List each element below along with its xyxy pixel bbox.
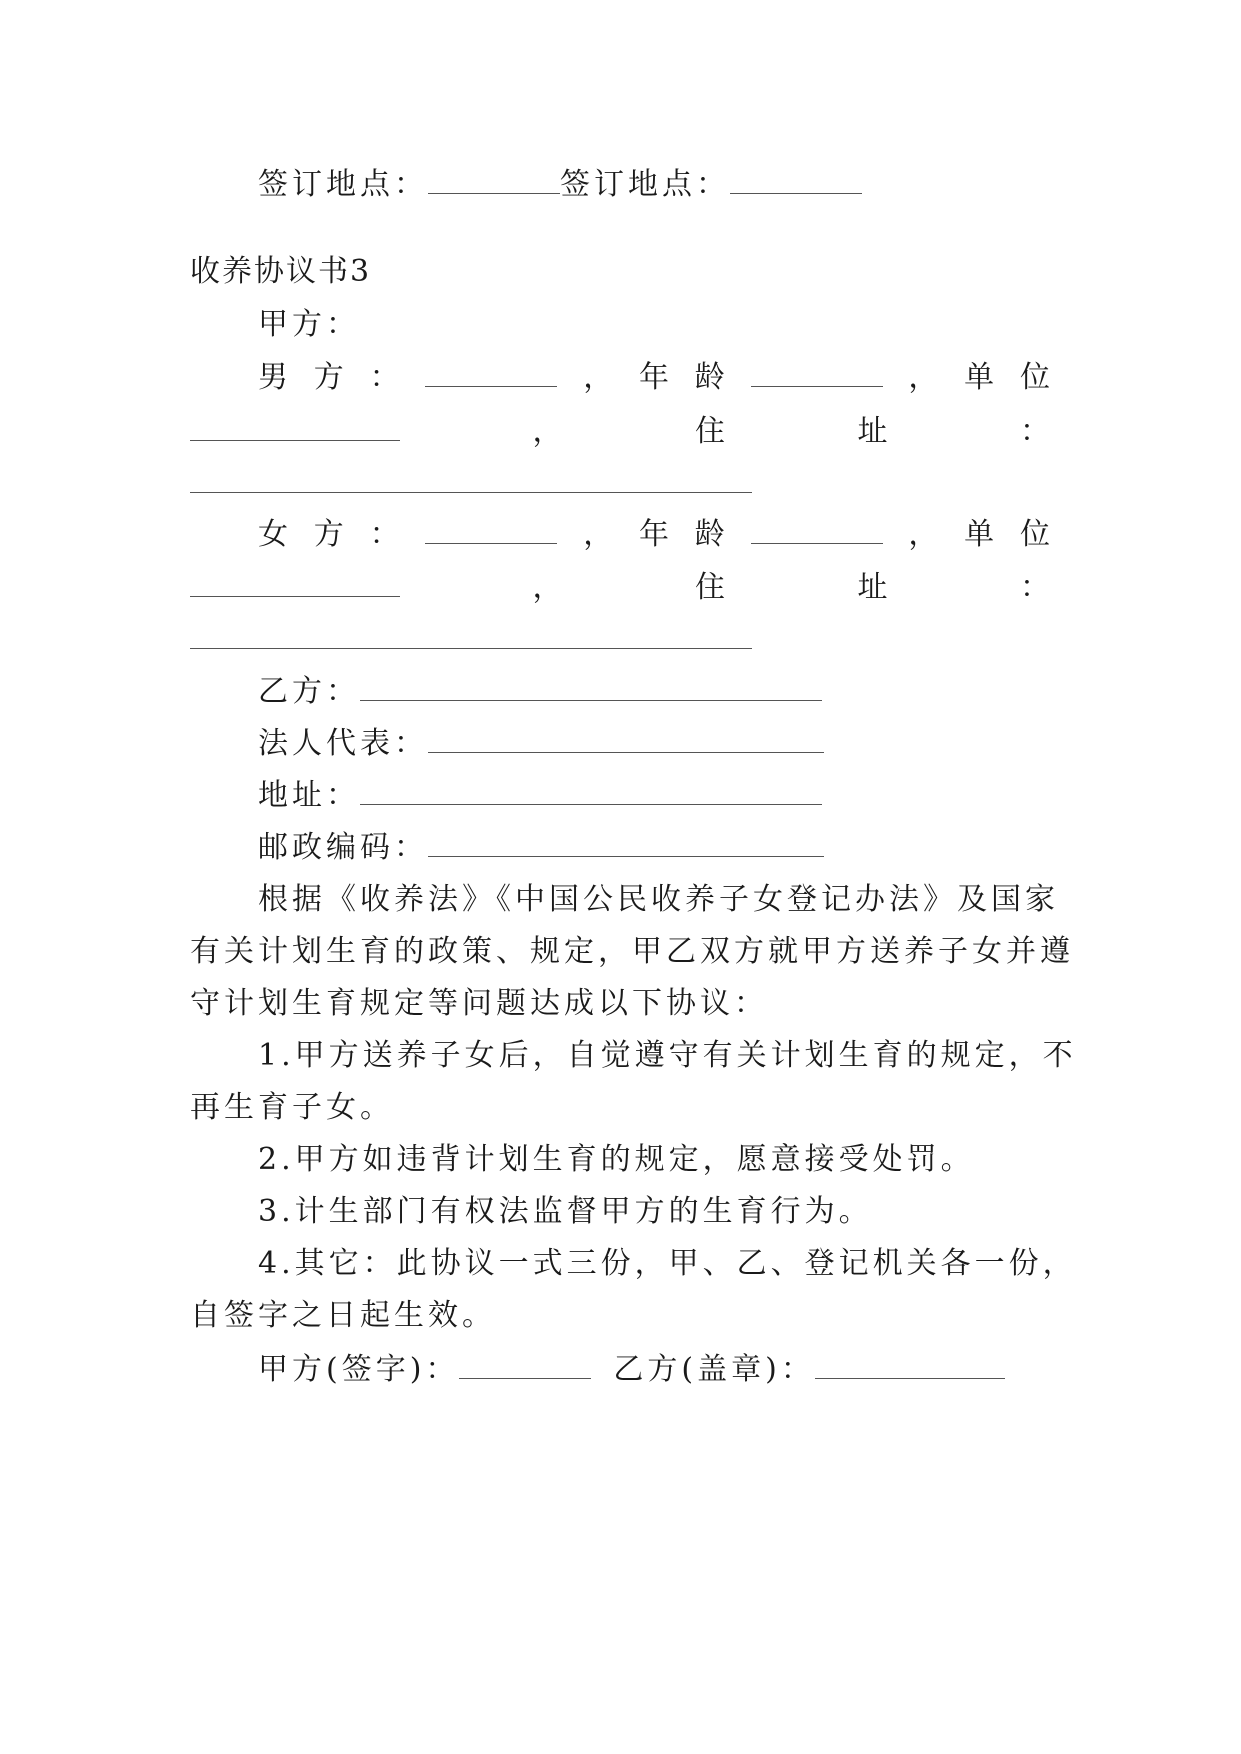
legal-rep-blank[interactable] (428, 726, 824, 753)
separator: ， (583, 360, 614, 395)
female-age-char: 龄 (694, 517, 725, 552)
male-label-char: 男 (258, 360, 288, 395)
address-label: 地址： (258, 778, 360, 813)
party-b-blank[interactable] (360, 674, 822, 701)
clause-3: 3.计生部门有权法监督甲方的生育行为。 (258, 1194, 873, 1229)
postcode-label: 邮政编码： (258, 830, 428, 865)
male-name-blank[interactable] (425, 360, 557, 387)
female-label-char: 女 (258, 517, 288, 552)
paragraph-line: 有关计划生育的政策、规定，甲乙双方就甲方送养子女并遵 (190, 934, 1074, 969)
sign-a-label: 甲方(签字)： (258, 1352, 460, 1387)
address-line (258, 776, 1050, 816)
signature-line (258, 1350, 1050, 1390)
female-address-blank-line (190, 620, 1050, 660)
party-b-line (258, 672, 1050, 712)
separator: ， (532, 414, 563, 449)
female-label-char: 方 (313, 517, 344, 552)
separator: ， (532, 570, 563, 605)
female-address-char: 址 (857, 570, 888, 605)
sign-b-blank[interactable] (815, 1352, 1005, 1379)
male-unit-char: 单 (964, 360, 995, 395)
clause-2: 2.甲方如违背计划生育的规定，愿意接受处罚。 (258, 1142, 975, 1177)
female-address-char: ： (1020, 570, 1050, 605)
separator: ， (908, 517, 939, 552)
male-info-line (258, 358, 1050, 398)
female-address-line (190, 568, 1050, 608)
signing-place-blank[interactable] (428, 167, 560, 194)
clause-1-line: 1.甲方送养子女后，自觉遵守有关计划生育的规定，不 (258, 1038, 1077, 1073)
sign-a-blank[interactable] (459, 1352, 591, 1379)
paragraph-line: 守计划生育规定等问题达成以下协议： (190, 986, 768, 1021)
party-a-label: 甲方： (258, 307, 360, 342)
male-label-char: ： (369, 360, 400, 395)
signing-place-label: 签订地点： (258, 167, 428, 202)
male-address-blank-line (190, 464, 1050, 504)
postcode-line (258, 828, 1050, 868)
signing-place-blank[interactable] (730, 167, 862, 194)
male-address-char: 址 (857, 414, 888, 449)
male-age-char: 龄 (694, 360, 725, 395)
document-title: 收养协议书3 (190, 254, 372, 289)
male-unit-char: 位 (1019, 360, 1050, 395)
male-address-char: 住 (695, 414, 725, 449)
clause-4-line: 4.其它：此协议一式三份，甲、乙、登记机关各一份， (258, 1246, 1077, 1281)
female-unit-blank[interactable] (190, 570, 400, 597)
male-age-blank[interactable] (751, 360, 883, 387)
male-label-char: 方 (313, 360, 344, 395)
female-unit-char: 位 (1019, 517, 1050, 552)
clause-1-line: 再生育子女。 (190, 1090, 394, 1125)
male-address-line (190, 412, 1050, 452)
legal-rep-label: 法人代表： (258, 726, 428, 761)
address-blank[interactable] (360, 778, 822, 805)
female-address-blank[interactable] (190, 622, 752, 649)
male-address-char: ： (1020, 414, 1050, 449)
signing-place-label: 签订地点： (560, 167, 730, 202)
female-age-char: 年 (638, 517, 669, 552)
male-age-char: 年 (638, 360, 669, 395)
male-address-blank[interactable] (190, 466, 752, 493)
female-info-line (258, 515, 1050, 555)
signing-place-line (258, 165, 1050, 205)
female-address-char: 住 (695, 570, 725, 605)
female-unit-char: 单 (964, 517, 995, 552)
sign-b-label: 乙方(盖章)： (613, 1352, 815, 1387)
female-name-blank[interactable] (425, 517, 557, 544)
separator: ， (583, 517, 614, 552)
separator: ， (908, 360, 939, 395)
postcode-blank[interactable] (428, 830, 824, 857)
paragraph-line: 根据《收养法》《中国公民收养子女登记办法》及国家 (258, 882, 1059, 917)
male-unit-blank[interactable] (190, 414, 400, 441)
female-age-blank[interactable] (751, 517, 883, 544)
female-label-char: ： (369, 517, 400, 552)
party-b-label: 乙方： (258, 674, 360, 709)
clause-4-line: 自签字之日起生效。 (190, 1298, 496, 1333)
legal-rep-line (258, 724, 1050, 764)
